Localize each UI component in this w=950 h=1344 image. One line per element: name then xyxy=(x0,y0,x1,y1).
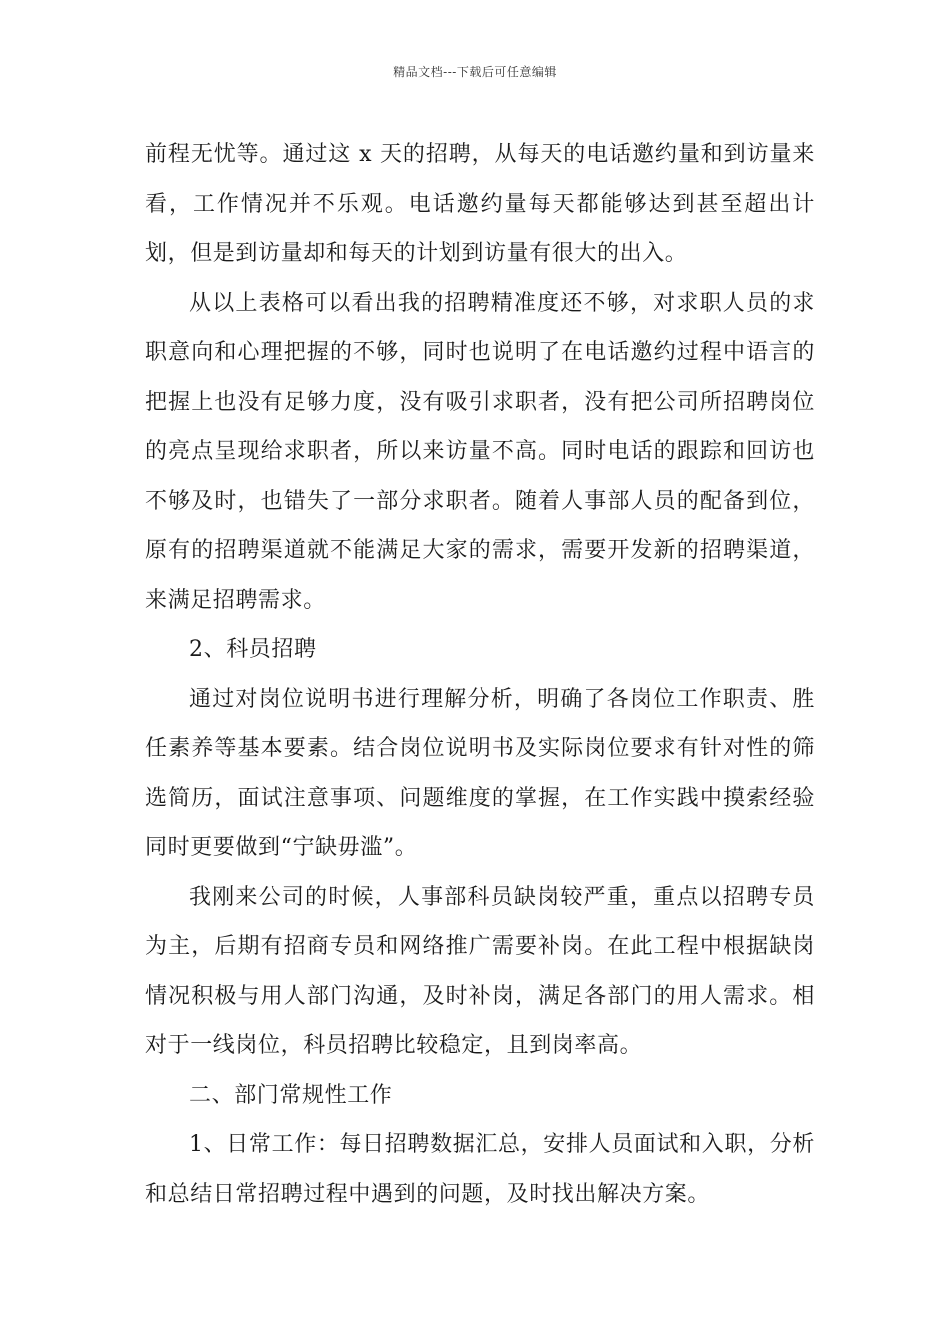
paragraph-staff-vacancy: 我刚来公司的时候，人事部科员缺岗较严重，重点以招聘专员为主，后期有招商专员和网络推广需要补岗。在此工程中根据缺岗情况积极与用人部门沟通，及时补岗，满足各部门的用人需求。相对于一线岗位，科员招聘比较稳定，且到岗率高。 xyxy=(145,884,815,1058)
section-heading-routine-work: 二、部门常规性工作 xyxy=(189,1082,393,1108)
paragraph-analysis: 从以上表格可以看出我的招聘精准度还不够，对求职人员的求职意向和心理把握的不够，同时也说明了在电话邀约过程中语言的把握上也没有足够力度，没有吸引求职者，没有把公司所招聘岗位的亮点呈现给求职者，所以来访量不高。同时电话的跟踪和回访也不够及时，也错失了一部分求职者。随着人事部人员的配备到位，原有的招聘渠道就不能满足大家的需求，需要开发新的招聘渠道，来满足招聘需求。 xyxy=(145,290,815,613)
section-heading-staff-recruitment: 2、科员招聘 xyxy=(189,637,317,662)
paragraph-continuation: 前程无忧等。通过这 x 天的招聘，从每天的电话邀约量和到访量来看，工作情况并不乐观。电话邀约量每天都能够达到甚至超出计划，但是到访量却和每天的计划到访量有很大的出入。 xyxy=(145,142,815,266)
paragraph-daily-work: 1、日常工作：每日招聘数据汇总，安排人员面试和入职，分析和总结日常招聘过程中遇到的问题，及时找出解决方案。 xyxy=(145,1132,815,1207)
page-header: 精品文档---下载后可任意编辑 xyxy=(393,65,557,79)
document-body xyxy=(145,130,815,1219)
paragraph-job-description: 通过对岗位说明书进行理解分析，明确了各岗位工作职责、胜任素养等基本要素。结合岗位说明书及实际岗位要求有针对性的筛选简历，面试注意事项、问题维度的掌握，在工作实践中摸索经验同时更要做到“宁缺毋滥”。 xyxy=(145,686,815,860)
